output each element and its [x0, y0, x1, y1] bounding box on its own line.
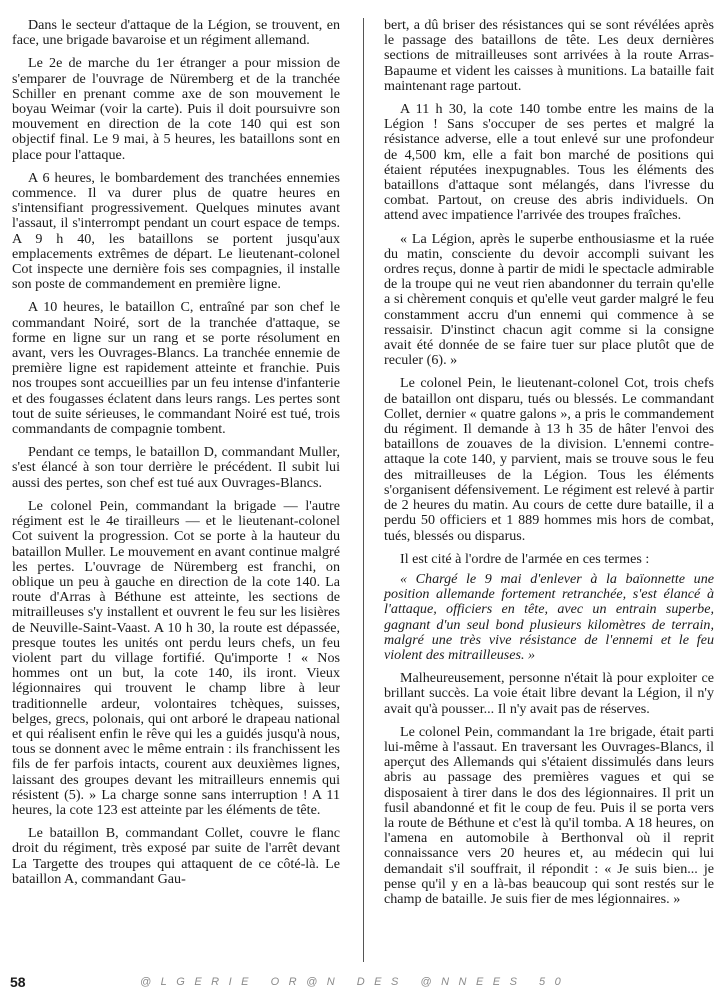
- page-footer: [0, 974, 728, 996]
- paragraph: Il est cité à l'ordre de l'armée en ces termes :: [400, 550, 650, 567]
- citation-quote: « Chargé le 9 mai d'enlever à la baïonnette une position allemande fortement retranchée, s'est élancé à l'attaque, officiers en tête, avec un entrain superbe, gagnant d'un seul bond plusieurs kilomètres de terrain, malgré une très vive résistance de l'ennemi et le feu violent des mitrailleuses. »: [384, 570, 714, 663]
- paragraph: Le 2e de marche du 1er étranger a pour mission de s'emparer de l'ouvrage de Nüremberg et de la tranchée Schiller en prenant comme axe de son mouvement le boyau Weimar (voir la carte). Puis il doit poursuivre son mouvement en direction de la cote 140 qui est son objectif final. Le 9 mai, à 5 heures, les bataillons sont en place pour l'attaque.: [12, 55, 340, 163]
- paragraph: Le colonel Pein, commandant la brigade — l'autre régiment est le 4e tirailleurs — et le lieutenant-colonel Cot suivent la progression. Cot se porte à la hauteur du bataillon Muller. Le mouvement en avant continue malgré les pertes. L'ouvrage de Nüremberg est franchi, on oblique un peu à gauche en direction de la cote 140. La route d'Arras à Béthune est atteinte, les sections de mitrailleuses s'y installent et ouvrent le feu sur les lisières de Neuville-Saint-Vaast. A 10 h 30, la route est dépassée, presque toutes les unités ont perdu leurs chefs, un feu violent part du village fortifié. Qu'importe ! « Nos hommes ont un but, la cote 140, ils iront. Vieux légionnaires qui trouvent le champ libre à leur traditionnelle ardeur, volontaires tchèques, suisses, belges, grecs, polonais, qui ont arboré le drapeau national et qui réalisent enfin le rêve qui les a guidés jusqu'à nous, tous se donnent avec le même entrain : ils franchissent les fils de fer parfois intacts, courent aux deuxièmes lignes, laissant des groupes devant les mitrailleurs ennemis qui résistent (5). » La charge sonne sans interruption ! A 11 heures, la cote 123 est atteinte par les éléments de tête.: [12, 497, 340, 818]
- paragraph: A 10 heures, le bataillon C, entraîné par son chef le commandant Noiré, sort de la tranchée d'attaque, se forme en ligne sur un rang et se porte résolument en avant, vers les Ouvrages-Blancs. La tranchée ennemie de première ligne est rapidement atteinte et franchie. Puis nos troupes sont accueillies par un feu intense d'infanterie et des fougasses éclatent dans leurs rangs. Les pertes sont tout de suite sérieuses, le commandant Noiré est tué, trois commandants de compagnie tombent.: [12, 299, 340, 438]
- page-number: 58: [10, 974, 26, 990]
- paragraph: « La Légion, après le superbe enthousiasme et la ruée du matin, consciente du devoir accompli suivant les ordres reçus, donne à partir de midi le spectacle admirable de la troupe qui ne veut rien abandonner du terrain qu'elle a si chèrement conquis et qu'elle veut garder malgré le feu constamment accru d'un ennemi qui commence à se ressaisir. D'instinct chacun agit comme si la consigne avait été donnée de se faire tuer sur place plutôt que de reculer (6). »: [384, 230, 714, 369]
- paragraph: Le colonel Pein, le lieutenant-colonel Cot, trois chefs de bataillon ont disparu, tués ou blessés. Le commandant Collet, dernier « quatre galons », a pris le commandement du régiment. Il demande à 13 h 35 de hâter l'envoi des bataillons de zouaves de la division. L'ennemi contre-attaque la cote 140, y parvient, mais se trouve sous le feu des mitrailleuses de la Légion. Tous les éléments s'organisent défensivement. Le régiment est relevé à partir de 2 heures du matin. Au cours de cette dure bataille, il a perdu 50 officiers et 1 889 hommes mis hors de combat, tués, blessés ou disparus.: [384, 375, 714, 544]
- paragraph: Malheureusement, personne n'était là pour exploiter ce brillant succès. La voie était libre devant la Légion, il n'y avait qu'à pousser... Il n'y avait pas de réserves.: [384, 670, 714, 717]
- paragraph: A 11 h 30, la cote 140 tombe entre les mains de la Légion ! Sans s'occuper de ses pertes et malgré la résistance adverse, elle a tout enlevé sur une profondeur de 4,500 km, elle a fait bon marché de positions qui étaient réputées inexpugnables. Tous les éléments des bataillons d'attaque sont mélangés, dans l'ivresse du combat. Partout, on creuse des abris individuels. On attend avec impatience l'arrivée des troupes fraîches.: [384, 101, 714, 224]
- paragraph: Dans le secteur d'attaque de la Légion, se trouvent, en face, une brigade bavaroise et un régiment allemand.: [12, 17, 340, 49]
- column-divider: [363, 18, 364, 962]
- paragraph: A 6 heures, le bombardement des tranchées ennemies commence. Il va durer plus de quatre heures en s'intensifiant progressivement. Quelques minutes avant l'assaut, il s'interrompt pendant un court espace de temps. A 9 h 40, les bataillons se portent jusqu'aux emplacements extrêmes de départ. Le lieutenant-colonel Cot inspecte une dernière fois ses compagnies, il installe son poste de commandement en première ligne.: [12, 169, 340, 293]
- paragraph: Le colonel Pein, commandant la 1re brigade, était parti lui-même à l'assaut. En traversant les Ouvrages-Blancs, il aperçut des Allemands qui s'étaient dissimulés dans leurs abris au passage des premières vagues et qui se disposaient à tirer dans le dos des légionnaires. Il prit un fusil abandonné et fit le coup de feu. Puis il se porta vers la route de Béthune et c'est là qu'il tomba. A 18 heures, on l'amena en automobile à Berthonval où il reprit connaissance vers 20 heures et, au médecin qui lui demandait s'il souffrait, il répondit : « Je suis bien... je pense qu'il y en a là-bas beaucoup qui sont restés sur le champ de bataille. Je suis fier de mes légionnaires. »: [384, 723, 714, 907]
- left-text-column: [12, 18, 340, 895]
- watermark: @LGERIE OR@N DES @NNEES 50: [140, 976, 571, 988]
- paragraph: Pendant ce temps, le bataillon D, commandant Muller, s'est élancé à son tour derrière le précédent. Il subit lui aussi des pertes, son chef est tué aux Ouvrages-Blancs.: [12, 444, 340, 491]
- right-text-column: [384, 18, 714, 915]
- paragraph: bert, a dû briser des résistances qui se sont révélées après le passage des bataillons de tête. Les deux dernières sections de mitrailleuses sont arrivées à la route Arras-Bapaume et vident les caisses à munitions. La bataille fait maintenant rage partout.: [384, 17, 714, 94]
- paragraph: Le bataillon B, commandant Collet, couvre le flanc droit du régiment, très exposé par suite de l'arrêt devant La Targette des troupes qui attaquent de ce côté-là. Le bataillon A, commandant Gau-: [12, 825, 340, 887]
